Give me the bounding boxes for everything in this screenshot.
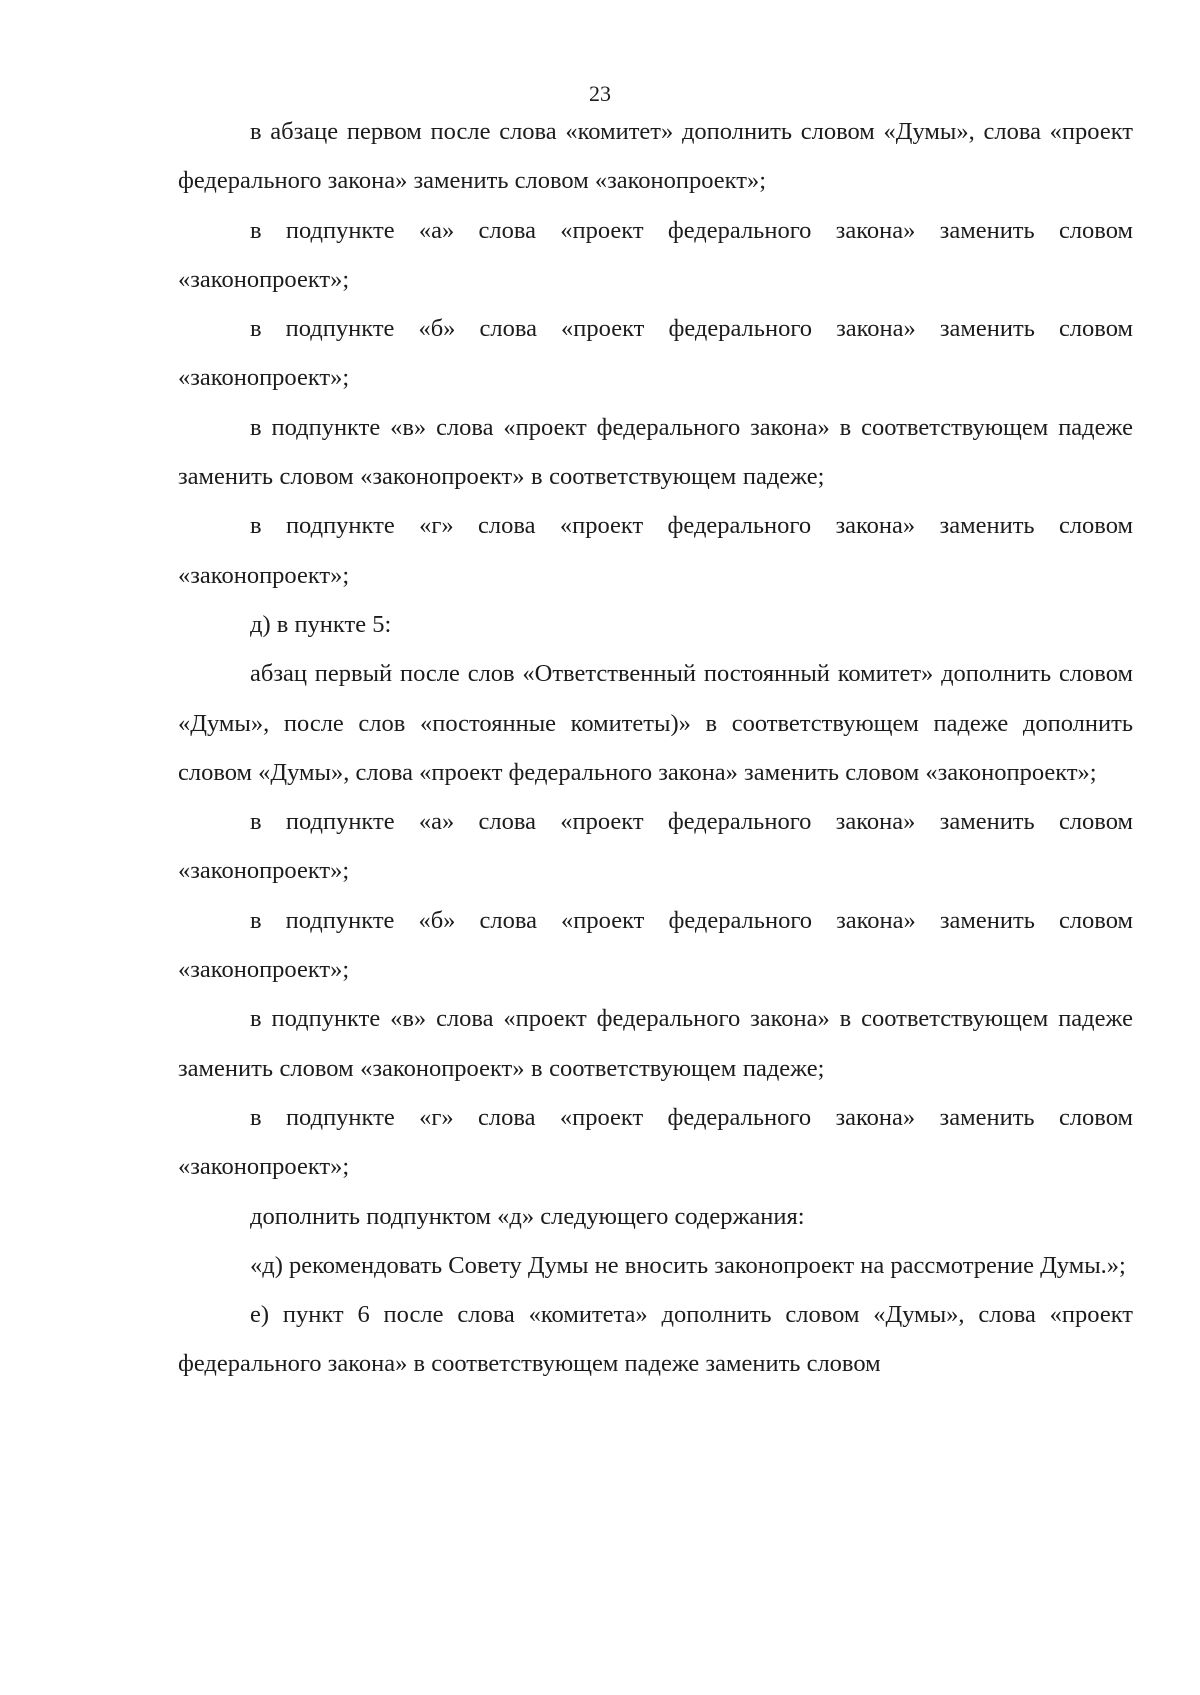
page-number: 23: [589, 81, 611, 106]
paragraph: е) пункт 6 после слова «комитета» дополнить словом «Думы», слова «проект федерального закона» в соответствующем падеже заменить словом: [178, 1301, 1133, 1378]
paragraph: в подпункте «а» слова «проект федерального закона» заменить словом «законопроект»;: [178, 216, 1133, 293]
paragraph: в подпункте «б» слова «проект федерального закона» заменить словом «законопроект»;: [178, 315, 1133, 392]
paragraph: в подпункте «г» слова «проект федерального закона» заменить словом «законопроект»;: [178, 1103, 1133, 1181]
paragraph: в подпункте «в» слова «проект федерального закона» в соответствующем падеже заменить словом «законопроект» в соответствующем падеже;: [178, 1005, 1133, 1082]
paragraph: в подпункте «в» слова «проект федерального закона» в соответствующем падеже заменить словом «законопроект» в соответствующем падеже;: [178, 413, 1133, 491]
document-body: [178, 107, 1133, 1389]
paragraph: в подпункте «а» слова «проект федерального закона» заменить словом «законопроект»;: [178, 808, 1133, 885]
paragraph: абзац первый после слов «Ответственный постоянный комитет» дополнить словом «Думы», после слов «постоянные комитеты)» в соответствующем падеже дополнить словом «Думы», слова «проект федерального закона» заменить словом «законопроект»;: [178, 660, 1133, 786]
paragraph: в абзаце первом после слова «комитет» дополнить словом «Думы», слова «проект федерального закона» заменить словом «законопроект»;: [178, 118, 1133, 195]
paragraph: в подпункте «б» слова «проект федерального закона» заменить словом «законопроект»;: [178, 906, 1133, 984]
paragraph: «д) рекомендовать Совету Думы не вносить законопроект на рассмотрение Думы.»;: [250, 1251, 1126, 1279]
paragraph: дополнить подпунктом «д» следующего содержания:: [250, 1202, 805, 1230]
paragraph: д) в пункте 5:: [250, 610, 392, 638]
paragraph: в подпункте «г» слова «проект федерального закона» заменить словом «законопроект»;: [178, 512, 1133, 589]
